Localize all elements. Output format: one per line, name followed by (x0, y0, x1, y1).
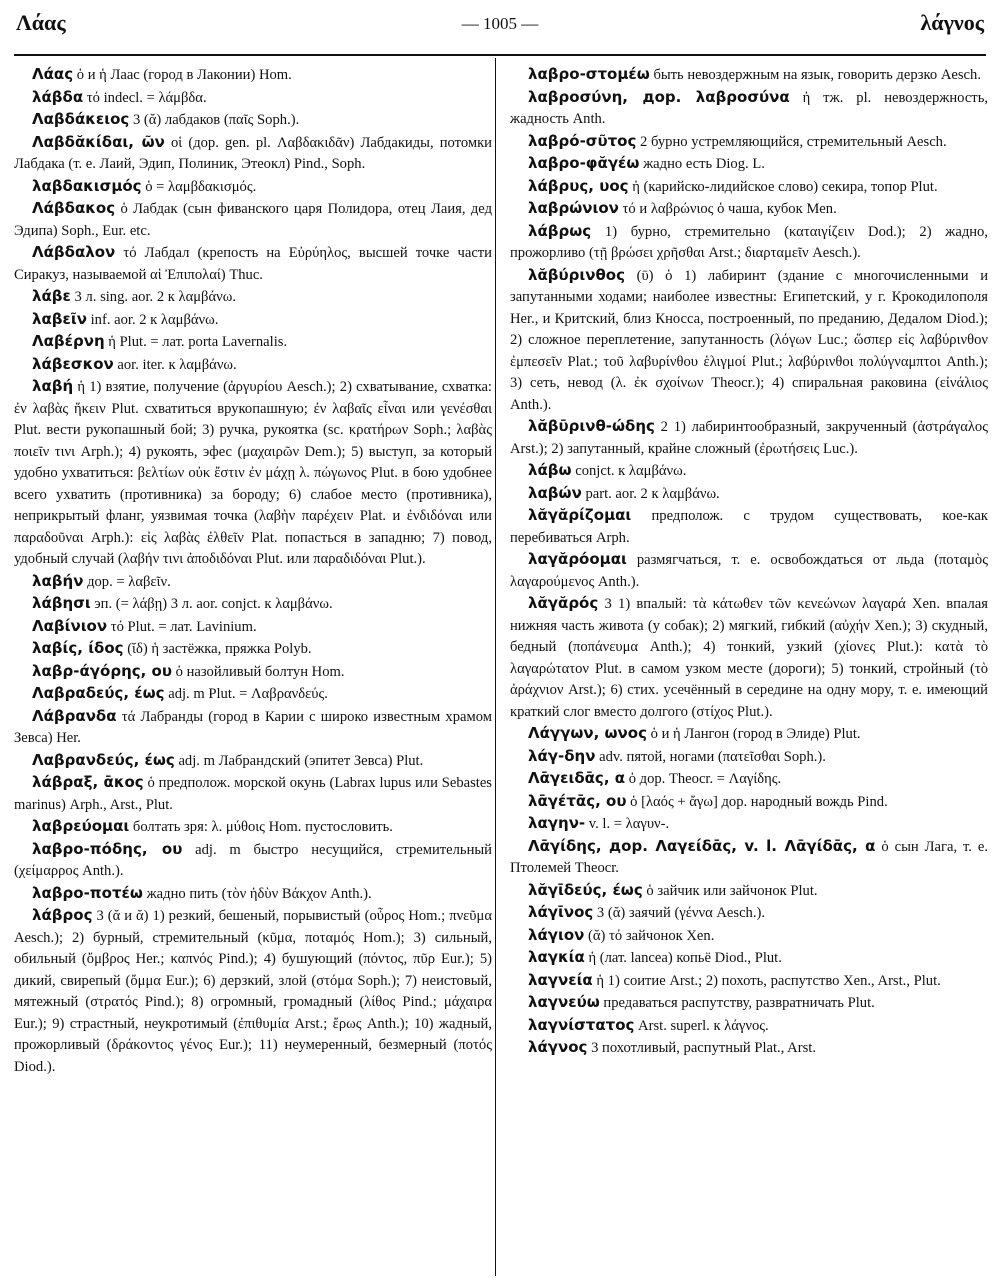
dictionary-entry (510, 925, 988, 948)
entry-headword: λαβή (32, 377, 74, 395)
entry-headword: λᾰγῑδεύς, έως (528, 880, 643, 899)
left-column (14, 64, 492, 1078)
entry-headword: λᾱγέτᾱς, ου (528, 791, 627, 810)
dictionary-entry (14, 750, 492, 773)
entry-definition: ὁ и ἡ Лаас (город в Лаконии) Hom. (73, 67, 292, 83)
entry-definition: жадно пить (τὸν ἡδὺν Βάκχον Anth.). (142, 885, 372, 902)
entry-headword: Λαβδᾰκίδαι, ῶν (32, 132, 165, 151)
entry-headword: Λάας (32, 65, 74, 83)
dictionary-entry (14, 905, 492, 1078)
dictionary-entry (14, 176, 492, 199)
entry-definition: ἡ (карийско-лидийское слово) секира, топор Plut. (628, 178, 938, 195)
entry-definition: τό indecl. = λάμβδα. (83, 89, 207, 106)
entry-headword: λᾰγᾰρίζομαι (528, 506, 632, 524)
entry-definition: 1) бурно, стремительно (καταιγίζειν Dod.); 2) жадно, прожорливо (τῇ βρώσει χρῆσθαι Arst.; διαρταμεῖν Aesch.). (510, 223, 988, 261)
entry-definition: οἱ (дор. gen. pl. Λαβδακιδᾶν) Лабдакиды, потомки Лабдака (т. е. Лаий, Эдип, Полиник, Этеокл) Pind., Soph. (14, 134, 492, 172)
entry-definition: ὁ сын Лага, т. е. Птолемей Theocr. (510, 838, 988, 876)
running-head-left: Λάας (16, 10, 66, 35)
dictionary-entry (14, 309, 492, 332)
entry-definition: ἡ 1) взятие, получение (ἀργυρίου Aesch.); 2) схватывание, схватка: ἐν λαβὰς ἥκειν Plut. схватиться врукопашную; ἐν λαβαῖς εἶναι или γενέσθαι Plut. вести рукопашный бой; 3) ручка, рукоятка (sc. κρατήρων Soph.; λαβὰς ποιεῖν τινι Arph.); 4) рукоять, эфес (μαχαιρῶν Dem.); 5) выступ, за который удобно ухватиться: βελτίων οὐκ ἔστιν ἐν μάχῃ λ. πώγωνος Plut. в бою удобнее всего ухватить (противника) за бороду; 6) слабое место (противника), неприкрытый фланг, уязвимая точка (λαβὴν παρέχειν Plat. и ἐνδιδόναι или παραδοῦναι Arph.): εἰς λαβὰς ἐλθεῖν Plat. попасться в западню; 7) повод, удобный случай (λαβήν τινι ἀποδιδόναι Plut. или παραδιδόναι Plut.). (14, 379, 492, 567)
entry-headword: λαβίς, ίδος (32, 639, 124, 657)
entry-definition: 3 1) впалый: τὰ κάτωθεν τῶν κενεώνων λαγαρά Xen. впалая нижняя часть живота (у собак); 2) мягкий, гибкий (αὐχήν Xen.); 3) скудный, бедный (ποπάνευμα Anth.); 4) тонкий, узкий (χίονες Plut.): κατὰ τὸ λαγαρώτατον Plut. в самом узком месте (дороги); 5) тонкий, стройный (τὸ ἀράχνιον Arst.); 6) стих. усечённый в середине на одну мору, т. е. имеющий краткий слог вместо долгого (στίχος Plut.). (510, 596, 988, 720)
page-header (14, 8, 986, 48)
dictionary-entry (14, 883, 492, 906)
entry-headword: λαβρ-άγόρης, ου (32, 661, 172, 680)
dictionary-entry (14, 593, 492, 616)
dictionary-entry (14, 87, 492, 110)
dictionary-entry (510, 483, 988, 506)
dictionary-entry (510, 198, 988, 221)
entry-definition: 2 бурно устремляющийся, стремительный Aesch. (636, 133, 947, 150)
entry-headword: λαβρο-πόδης, ου (32, 839, 183, 858)
entry-definition: ὁ Лабдак (сын фиванского царя Полидора, отец Лаия, дед Эдипа) Soph., Eur. etc. (14, 201, 492, 239)
entry-definition: (ῐδ) ἡ застёжка, пряжка Polyb. (123, 641, 312, 657)
dictionary-entry (510, 221, 988, 265)
dictionary-entry (510, 768, 988, 791)
entry-definition: 3 похотливый, распутный Plat., Arst. (587, 1040, 816, 1056)
entry-headword: λαγκία (528, 948, 585, 966)
entry-headword: λάβδα (32, 87, 84, 106)
dictionary-entry (510, 723, 988, 746)
entry-definition: conjct. к λαμβάνω. (571, 463, 687, 479)
entry-definition: adj. m быстро несущийся, стремительный (χείμαρρος Anth.). (14, 841, 492, 879)
entry-headword: λαγην- (528, 814, 586, 832)
entry-headword: λάβω (528, 461, 572, 479)
entry-definition: предаваться распутству, развратничать Plut. (599, 995, 875, 1011)
entry-definition: inf. aor. 2 к λαμβάνω. (86, 311, 219, 328)
entry-definition: τό и λαβρώνιος ὁ чаша, кубок Men. (618, 201, 837, 217)
entry-headword: λάβησι (32, 594, 91, 612)
entry-headword: Λάγγων, ωνος (528, 724, 647, 742)
dictionary-entry (14, 242, 492, 286)
entry-definition: ὁ зайчик или зайчонок Plut. (642, 882, 818, 899)
entry-definition: ὁ предполож. морской окунь (Labrax lupus или Sebastes marinus) Arph., Arst., Plut. (14, 775, 492, 813)
entry-headword: Λαβδάκειος (32, 110, 130, 128)
dictionary-entry (510, 176, 988, 199)
entry-headword: λαβρο-στομέω (528, 65, 650, 83)
entry-definition: ἡ Plut. = лат. porta Lavernalis. (104, 334, 288, 350)
entry-headword: Λάβρανδα (32, 706, 117, 725)
entry-definition: (ᾰ) τό зайчонок Xen. (584, 927, 715, 944)
dictionary-entry (510, 64, 988, 87)
column-divider (495, 58, 496, 1276)
entry-headword: λάβε (32, 287, 71, 305)
entry-headword: λαβρώνιον (528, 199, 619, 217)
entry-definition: ὁ [λαός + ἄγω] дор. народный вождь Pind. (626, 793, 888, 810)
entry-headword: λαγνίστατος (528, 1015, 635, 1034)
dictionary-entry (510, 1015, 988, 1038)
dictionary-entry (510, 791, 988, 814)
dictionary-entry (14, 661, 492, 684)
entry-definition: τά Лабранды (город в Карии с широко известным храмом Зевса) Her. (14, 708, 492, 746)
dictionary-entry (510, 746, 988, 769)
entry-headword: λαβροσύνη, дор. λαβροσύνα (528, 87, 790, 106)
entry-headword: λαβήν (32, 571, 84, 590)
dictionary-entry (14, 616, 492, 639)
entry-definition: 3 л. sing. aor. 2 к λαμβάνω. (70, 289, 236, 305)
entry-headword: λάγῑνος (528, 903, 594, 921)
dictionary-entry (14, 772, 492, 816)
entry-headword: Λαβραδεύς, έως (32, 684, 165, 702)
entry-definition: размягчаться, т. е. освобождаться от льда (ποταμὸς λαγαρούμενος Anth.). (510, 552, 988, 590)
dictionary-entry (510, 131, 988, 154)
entry-definition: 3 (ᾰ) лабдаков (παῖς Soph.). (129, 112, 300, 128)
dictionary-entry (14, 816, 492, 839)
dictionary-entry (510, 1037, 988, 1060)
dictionary-entry (510, 902, 988, 925)
entry-headword: Λᾱγίδης, дор. Λαγείδᾱς, v. l. Λᾱγίδᾱς, α (528, 836, 876, 855)
entry-headword: λαγνεύω (528, 993, 600, 1011)
dictionary-entry (14, 286, 492, 309)
dictionary-entry (510, 265, 988, 417)
entry-definition: 3 (ᾰ и ᾰ) 1) резкий, бешеный, порывистый (οὖρος Hom.; πνεῦμα Aesch.); 2) бурный, стремительный (κῦμα, ποταμός Hom.); 3) сильный, обильный (ὄμβρος Her.; καπνός Pind.); 4) бушующий (πόντος, πῦρ Eur.); 5) дикий, свирепый (ὄμμα Eur.); 6) дерзкий, злой (στόμα Soph.); 7) неистовый, мятежный (στρατός Pind.); 8) огромный, громадный (λίθος Pind.; μάχαιρα Eur.); 9) страстный, неукротимый (ἐπιθυμία Arst.; ἔρως Anth.); 10) жадный, прожорливый (δράκοντος γένος Eur.); 11) неумеренный, безмерный (ποτός Diod.). (14, 908, 492, 1075)
running-head-right: λάγνος (920, 10, 984, 35)
dictionary-entry (14, 571, 492, 594)
entry-definition: τό Plut. = лат. Lavinium. (107, 618, 257, 635)
entry-headword: Λάβδακος (32, 199, 116, 217)
entry-headword: λαβών (528, 483, 582, 502)
entry-definition: болтать зря: λ. μύθοις Hom. пустословить. (129, 819, 393, 835)
dictionary-entry (14, 839, 492, 883)
dictionary-entry (14, 331, 492, 354)
entry-headword: λαβρο-φᾰγέω (528, 154, 640, 172)
dictionary-entry (510, 153, 988, 176)
entry-headword: λαγνεία (528, 970, 593, 989)
dictionary-entry (14, 132, 492, 176)
entry-definition: предполож. с трудом существовать, кое-как перебиваться Arph. (510, 508, 988, 546)
dictionary-entry (510, 836, 988, 880)
entry-definition: v. l. = λαγυν-. (585, 816, 670, 832)
dictionary-entry (14, 109, 492, 132)
dictionary-entry (510, 992, 988, 1015)
entry-headword: λαβρο-ποτέω (32, 883, 143, 902)
dictionary-entry (510, 416, 988, 460)
entry-headword: λάγιον (528, 925, 585, 944)
entry-headword: Λαβρανδεύς, έως (32, 750, 175, 769)
entry-definition: ἡ 1) соитие Arst.; 2) похоть, распутство Xen., Arst., Plut. (592, 972, 941, 989)
dictionary-entry (510, 813, 988, 836)
dictionary-entry (14, 354, 492, 377)
dictionary-entry (14, 376, 492, 571)
entry-headword: λάβρος (32, 906, 93, 924)
entry-headword: λάβρως (528, 221, 592, 240)
entry-headword: λᾰβῡρινθ-ώδης (528, 417, 655, 435)
entry-headword: λαβρό-σῦτος (528, 131, 637, 150)
entry-headword: Λαβέρνη (32, 332, 105, 350)
entry-definition: ὁ = λαμβδακισμός. (141, 178, 257, 195)
entry-definition: ἡ (лат. lancea) копьё Diod., Plut. (584, 950, 782, 966)
dictionary-entry (510, 947, 988, 970)
entry-definition: (ῡ) ὁ 1) лабиринт (здание с многочисленными и запутанными ходами; наиболее известны: Египетский, у г. Крокодилополя Her., и Критский, близ Кносса, построенный, по преданию, Дедалом Diod.); 2) сложное переплетение, запутанность (λόγων Luc.; ὥσπερ εἰς λαβύρινθον ἐμπεσεῖν Plat.; τοῦ λαβυρίνθου ἑλιγμοί Plut.; λαβύρινθοι πολύγναμπτοι Anth.); 3) сеть, невод (λ. ἐκ σχοίνων Theocr.); 4) спиральная раковина (εἰνάλιος Anth.). (510, 267, 988, 413)
entry-definition: ὁ назойливый болтун Hom. (172, 663, 345, 680)
right-column (510, 64, 988, 1060)
entry-definition: aor. iter. к λαμβάνω. (113, 356, 237, 373)
dictionary-entry (510, 460, 988, 483)
dictionary-entry (14, 683, 492, 706)
entry-headword: λαγᾰρόομαι (528, 550, 627, 568)
dictionary-entry (14, 198, 492, 242)
dictionary-entry (510, 87, 988, 131)
entry-headword: λάβρυς, υος (528, 176, 629, 195)
page-number: — 1005 — (461, 14, 539, 33)
dictionary-entry (510, 593, 988, 723)
dictionary-entry (510, 549, 988, 593)
dictionary-entry (510, 505, 988, 549)
entry-headword: Λᾱγειδᾱς, α (528, 769, 626, 787)
entry-headword: Λαβίνιον (32, 616, 108, 635)
entry-definition: быть невоздержным на язык, говорить дерзко Aesch. (649, 67, 981, 83)
entry-headword: λάγνος (528, 1038, 588, 1056)
entry-definition: ὁ и ἡ Лангон (город в Элиде) Plut. (646, 726, 861, 742)
entry-headword: λάβεσκον (32, 354, 114, 373)
entry-definition: 3 (ᾰ) заячий (γέννα Aesch.). (593, 905, 766, 921)
entry-headword: λαβδακισμός (32, 176, 142, 195)
entry-headword: λάβραξ, ᾱκος (32, 773, 144, 791)
entry-headword: λάγ-δην (528, 746, 596, 765)
entry-definition: adv. пятой, ногами (πατεῖσθαι Soph.). (595, 748, 826, 765)
entry-definition: жадно есть Diog. L. (639, 156, 765, 172)
entry-headword: λαβεῖν (32, 309, 87, 328)
entry-definition: adj. m Лабрандский (эпитет Зевса) Plut. (174, 752, 424, 769)
entry-definition: part. aor. 2 к λαμβάνω. (581, 485, 720, 502)
entry-definition: adj. m Plut. = Λαβρανδεύς. (164, 686, 328, 702)
dictionary-entry (14, 638, 492, 661)
entry-headword: λαβρεύομαι (32, 817, 130, 835)
entry-definition: ἡ тж. pl. невоздержность, жадность Anth. (510, 89, 988, 127)
dictionary-entry (14, 64, 492, 87)
entry-definition: 2 1) лабиринтообразный, закрученный (ἀστράγαλος Arst.); 2) запутанный, крайне сложный (ἐρωτήσεις Luc.). (510, 419, 988, 457)
dictionary-entry (14, 706, 492, 750)
entry-definition: дор. = λαβεῖν. (83, 573, 171, 590)
entry-headword: Λάβδαλον (32, 243, 116, 261)
header-rule (14, 54, 986, 56)
entry-definition: эп. (= λάβῃ) 3 л. aor. conjct. к λαμβάνω. (90, 596, 333, 612)
entry-headword: λᾰβύρινθος (528, 265, 625, 284)
entry-definition: τό Лабдал (крепость на Εὐρύηλος, высшей точке части Сиракуз, называемой αἱ Ἐπιπολαί) Thuc. (14, 245, 492, 283)
dictionary-entry (510, 970, 988, 993)
entry-definition: ὁ дор. Theocr. = Λαγίδης. (625, 771, 782, 787)
entry-headword: λᾰγᾰρός (528, 594, 599, 612)
dictionary-entry (510, 880, 988, 903)
entry-definition: Arst. superl. к λάγνος. (634, 1017, 769, 1034)
